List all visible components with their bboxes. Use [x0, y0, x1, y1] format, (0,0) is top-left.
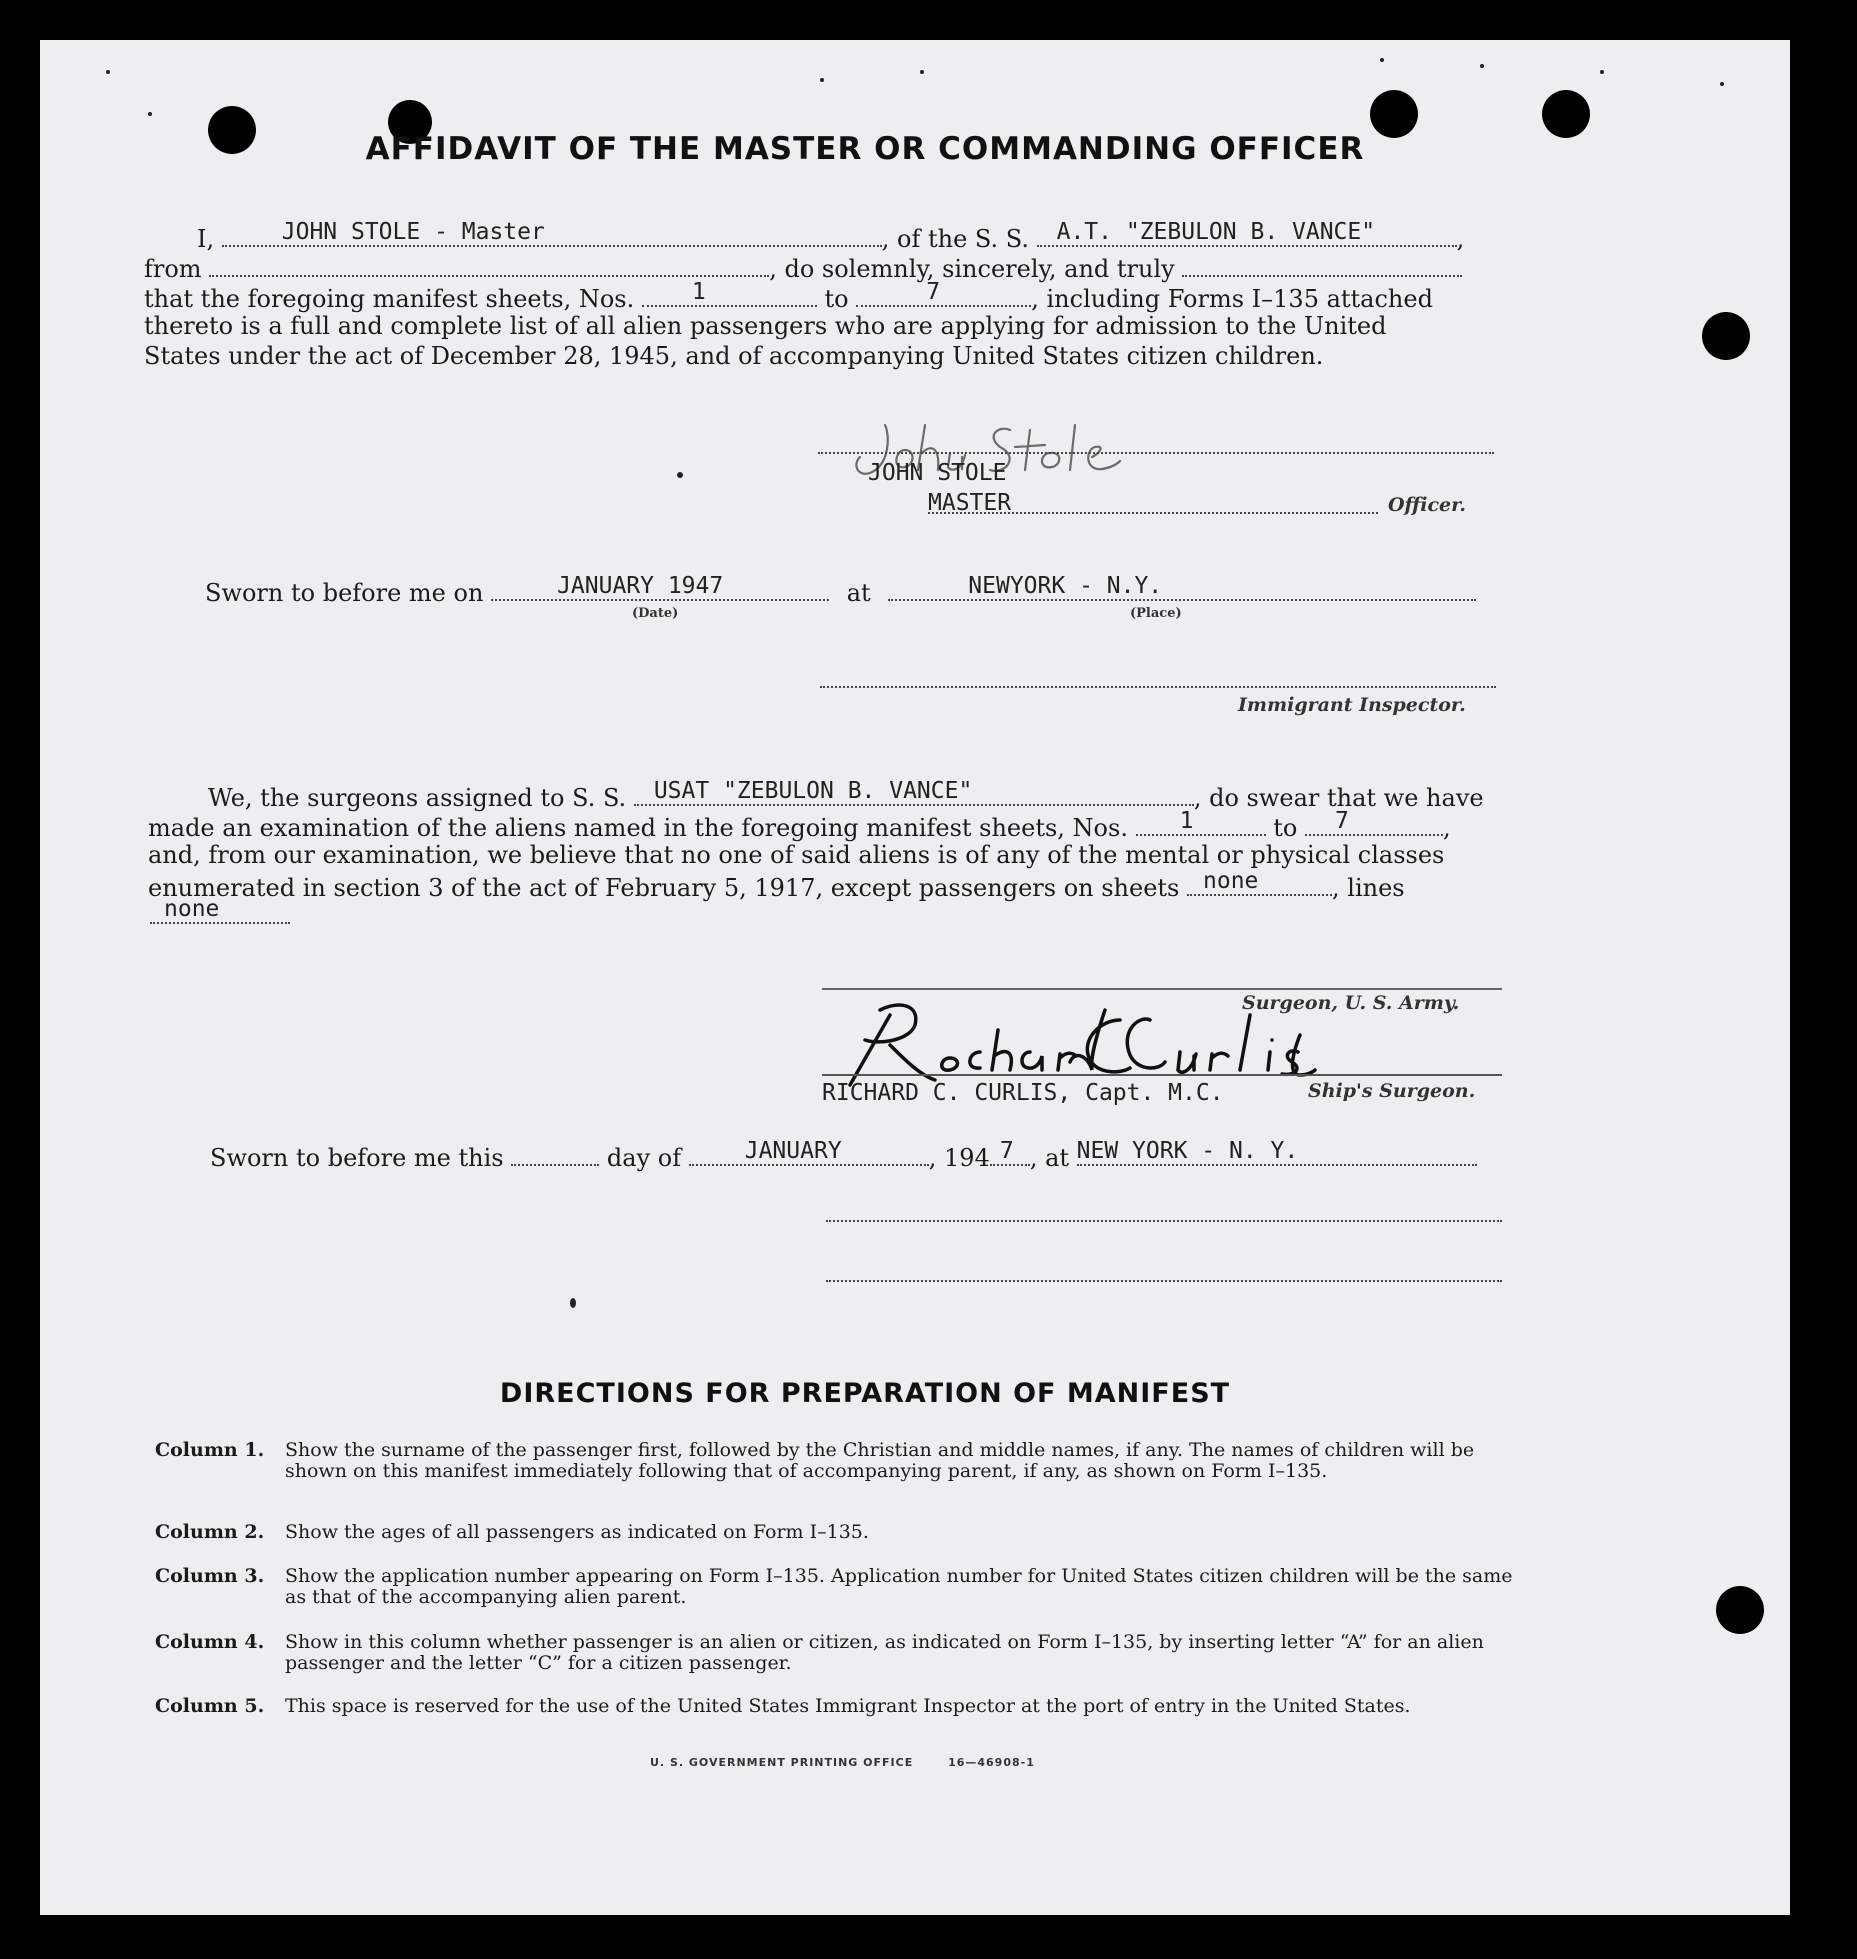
speck — [1480, 64, 1484, 68]
speck — [920, 70, 924, 74]
speck — [1380, 58, 1384, 62]
direction-text: Show the ages of all passengers as indicated on Form I–135. — [285, 1521, 869, 1543]
ship-name-field: A.T. "ZEBULON B. VANCE" — [1037, 221, 1457, 247]
master-line-4: thereto is a full and complete list of all alien passengers who are applying for admission to the United — [144, 312, 1387, 340]
printer-name: U. S. GOVERNMENT PRINTING OFFICE — [650, 1756, 914, 1769]
surgeon-line-3: and, from our examination, we believe that no one of said aliens is of any of the mental or physical classes — [148, 841, 1445, 869]
punch-hole — [1702, 312, 1750, 360]
from-field — [209, 251, 769, 277]
direction-row — [155, 1696, 1555, 1746]
direction-label: Column 2. — [155, 1521, 265, 1543]
master-signature-line — [818, 452, 1494, 454]
surgeon-typed-name: RICHARD C. CURLIS, Capt. M.C. — [822, 1080, 1224, 1106]
direction-label: Column 3. — [155, 1565, 265, 1587]
master-line-3: that the foregoing manifest sheets, Nos. 1 to 7 , including Forms I–135 attached — [144, 279, 1433, 313]
surgeon-line-2: made an examination of the aliens named in the foregoing manifest sheets, Nos. 1 to 7 , — [148, 808, 1451, 842]
surgeon-ship-field: USAT "ZEBULON B. VANCE" — [634, 780, 1194, 806]
speck — [820, 78, 824, 82]
sworn-month-field: JANUARY — [689, 1140, 929, 1166]
direction-row — [155, 1632, 1555, 1682]
direction-row — [155, 1440, 1555, 1510]
speck — [148, 112, 152, 116]
signature-text: John Stole — [830, 395, 836, 396]
direction-row — [155, 1566, 1555, 1616]
direction-row — [155, 1522, 1555, 1552]
inspector-line-2 — [826, 1220, 1502, 1222]
surgeon-sheet-from-field: 1 — [1136, 810, 1266, 836]
speck — [677, 472, 683, 478]
direction-label: Column 4. — [155, 1631, 265, 1653]
sworn-year-field: 7 — [990, 1140, 1030, 1166]
master-typed-name: JOHN STOLE — [868, 460, 1007, 486]
directions-title: DIRECTIONS FOR PREPARATION OF MANIFEST — [499, 1378, 1231, 1409]
sworn-day-field — [511, 1140, 599, 1166]
direction-label: Column 5. — [155, 1695, 265, 1717]
master-line-1: I, JOHN STOLE - Master , of the S. S. A.T. "ZEBULON B. VANCE" , — [197, 219, 1465, 253]
page-title: AFFIDAVIT OF THE MASTER OR COMMANDING OFFICER — [365, 131, 1365, 167]
master-typed-title: MASTER — [928, 490, 1012, 516]
surgeon-line-5 — [150, 898, 290, 931]
direction-label: Column 1. — [155, 1439, 265, 1461]
master-name-field: JOHN STOLE - Master — [222, 221, 882, 247]
sworn-place-field: NEWYORK - N.Y. — [888, 575, 1476, 601]
inspector-label: Immigrant Inspector. — [1238, 694, 1466, 716]
sworn-1-line: Sworn to before me on JANUARY 1947 at NEWYORK - N.Y. — [205, 575, 1476, 608]
officer-label: Officer. — [1388, 494, 1467, 516]
officer-line — [928, 512, 1378, 514]
sheet-from-field: 1 — [642, 281, 817, 307]
printer-imprint — [650, 1756, 1035, 1769]
surgeon-sheet-to-field: 7 — [1305, 810, 1443, 836]
speck — [1600, 70, 1604, 74]
blank-field — [1182, 251, 1462, 277]
direction-text: Show the application number appearing on Form I–135. Application number for United States citizen children will be the same as that of the accompanying alien parent. — [285, 1565, 1513, 1608]
master-line-5: States under the act of December 28, 1945, and of accompanying United States citizen children. — [144, 342, 1324, 370]
ship-surgeon-line — [822, 1074, 1502, 1076]
army-surgeon-label: Surgeon, U. S. Army. — [1242, 992, 1460, 1014]
sworn-2-line: Sworn to before me this day of JANUARY , 194 7 , at NEW YORK - N. Y. — [210, 1140, 1477, 1173]
signature-text: Richard C Curlis — [820, 990, 829, 991]
direction-text: Show the surname of the passenger first, followed by the Christian and middle names, if any. The names of children will be shown on this manifest immediately following that of accompanying parent, if any, as shown on Form I–135. — [285, 1439, 1475, 1482]
sheet-to-field: 7 — [856, 281, 1031, 307]
signature-stroke — [850, 1005, 1315, 1085]
direction-text: Show in this column whether passenger is an alien or citizen, as indicated on Form I–135, by inserting letter “A” for an alien passenger and the letter “C” for a citizen passenger. — [285, 1631, 1484, 1674]
master-line-2: from , do solemnly, sincerely, and truly — [144, 251, 1462, 284]
sworn-date-field: JANUARY 1947 — [491, 575, 829, 601]
speck — [570, 1298, 576, 1308]
document-page — [40, 40, 1790, 1915]
speck — [1720, 82, 1724, 86]
surgeon-line-1: We, the surgeons assigned to S. S. USAT "ZEBULON B. VANCE" , do swear that we have — [208, 778, 1484, 812]
sworn-2-place-field: NEW YORK - N. Y. — [1077, 1140, 1477, 1166]
form-code: 16—46908-1 — [948, 1756, 1035, 1769]
date-caption: (Date) — [632, 606, 679, 621]
surgeon-line-4: enumerated in section 3 of the act of February 5, 1917, except passengers on sheets none , lines — [148, 868, 1405, 902]
ship-surgeon-label: Ship's Surgeon. — [1308, 1080, 1476, 1102]
punch-hole — [1716, 1586, 1764, 1634]
inspector-line-3 — [826, 1280, 1502, 1282]
lines-except-field: none — [150, 898, 290, 924]
place-caption: (Place) — [1130, 606, 1182, 621]
speck — [106, 70, 110, 74]
inspector-line — [820, 686, 1496, 688]
sheets-except-field: none — [1187, 870, 1332, 896]
direction-text: This space is reserved for the use of the United States Immigrant Inspector at the port of entry in the United States. — [285, 1695, 1411, 1717]
